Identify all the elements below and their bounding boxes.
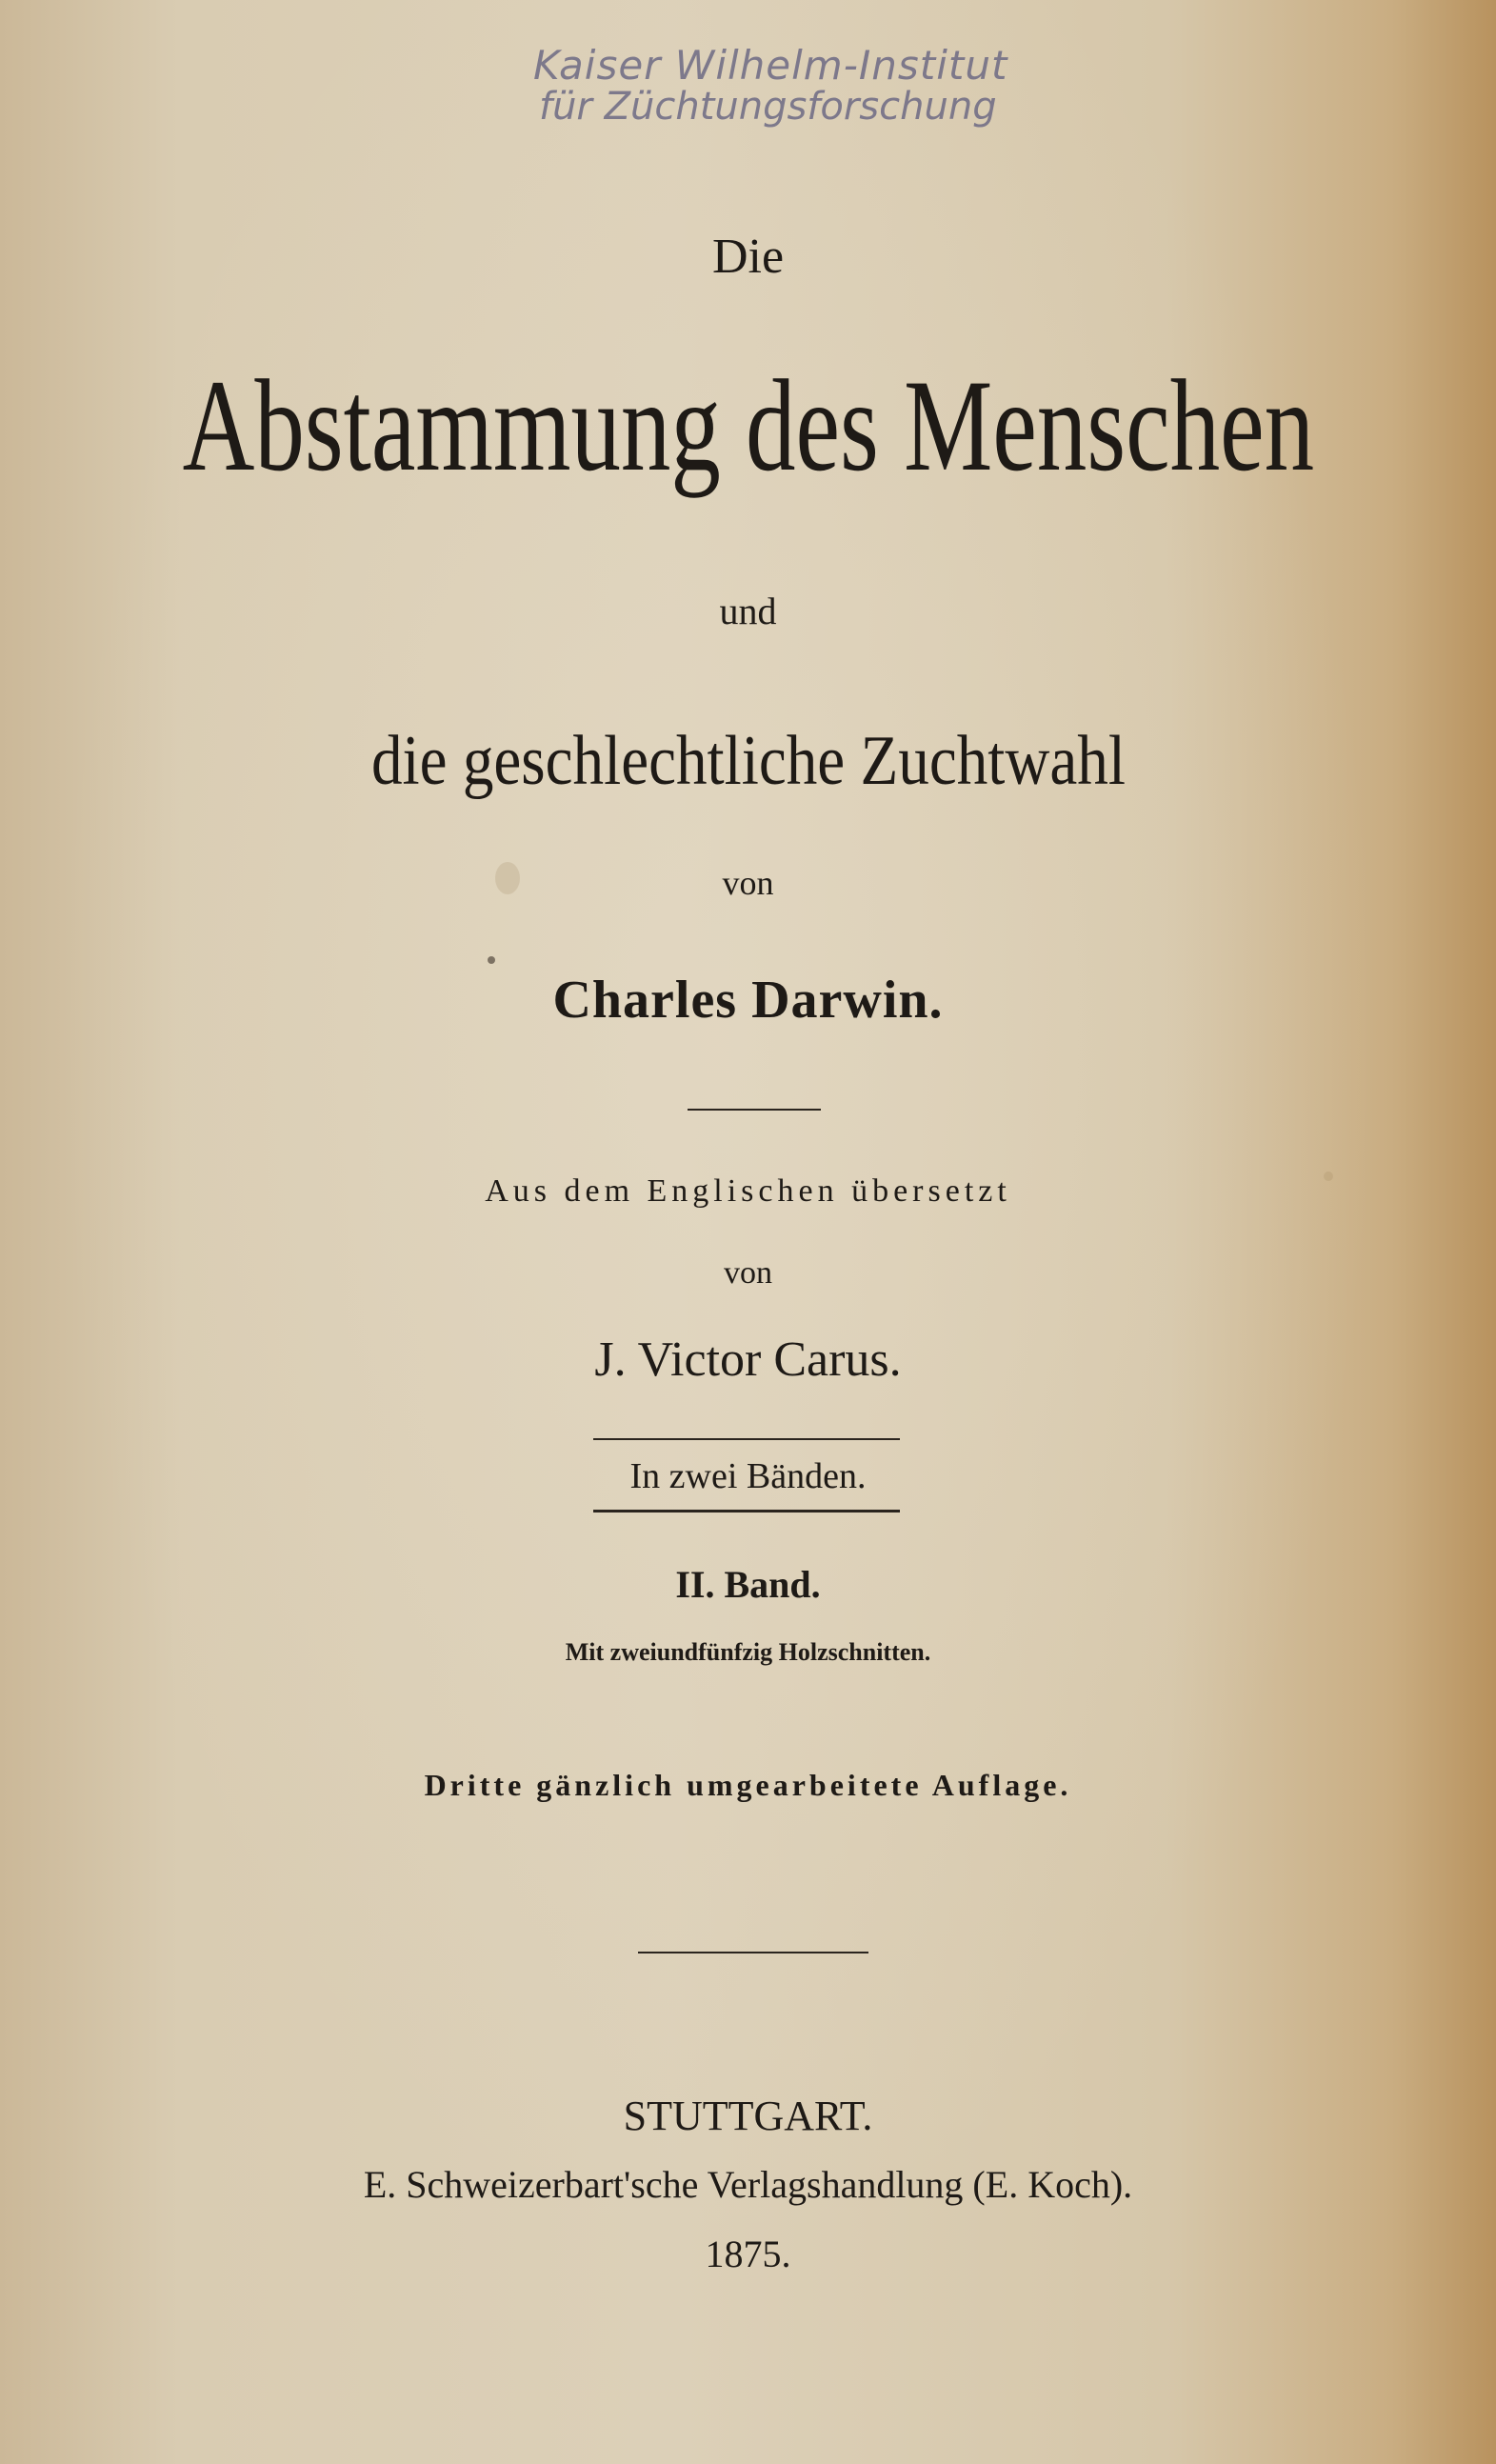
stamp-line-1: Kaiser Wilhelm-Institut [533, 42, 1008, 89]
translator: J. Victor Carus. [594, 1332, 902, 1387]
translation-note: Aus dem Englischen übersetzt [485, 1173, 1011, 1209]
library-stamp [533, 42, 1009, 129]
author: Charles Darwin. [552, 971, 944, 1030]
divider-rule-4 [638, 1952, 868, 1953]
paper-spot [488, 956, 495, 964]
subtitle [0, 721, 1496, 802]
volume-number: II. Band. [675, 1563, 821, 1606]
divider-rule-1 [688, 1109, 821, 1111]
edition-note: Dritte gänzlich umgearbeitete Auflage. [424, 1768, 1072, 1802]
stamp-line-2: für Züchtungsforschung [539, 85, 997, 129]
divider-rule-3 [593, 1510, 900, 1512]
divider-rule-2 [593, 1438, 900, 1440]
subtitle-text: die geschlechtliche Zuchtwahl [370, 722, 1126, 800]
title-conjunction: und [719, 590, 777, 632]
imprint-city: STUTTGART. [623, 2093, 873, 2139]
main-title-text: Abstammung des Menschen [182, 352, 1314, 498]
main-title [0, 352, 1496, 498]
title-article: Die [711, 230, 785, 284]
imprint-year: 1875. [705, 2233, 791, 2275]
volumes-note: In zwei Bänden. [629, 1456, 867, 1496]
illustrations-note: Mit zweiundfünfzig Holzschnitten. [565, 1638, 931, 1666]
by-label-1: von [722, 864, 774, 902]
imprint-publisher: E. Schweizerbart'sche Verlagshandlung (E. Koch). [363, 2163, 1133, 2206]
by-label-2: von [724, 1255, 772, 1291]
